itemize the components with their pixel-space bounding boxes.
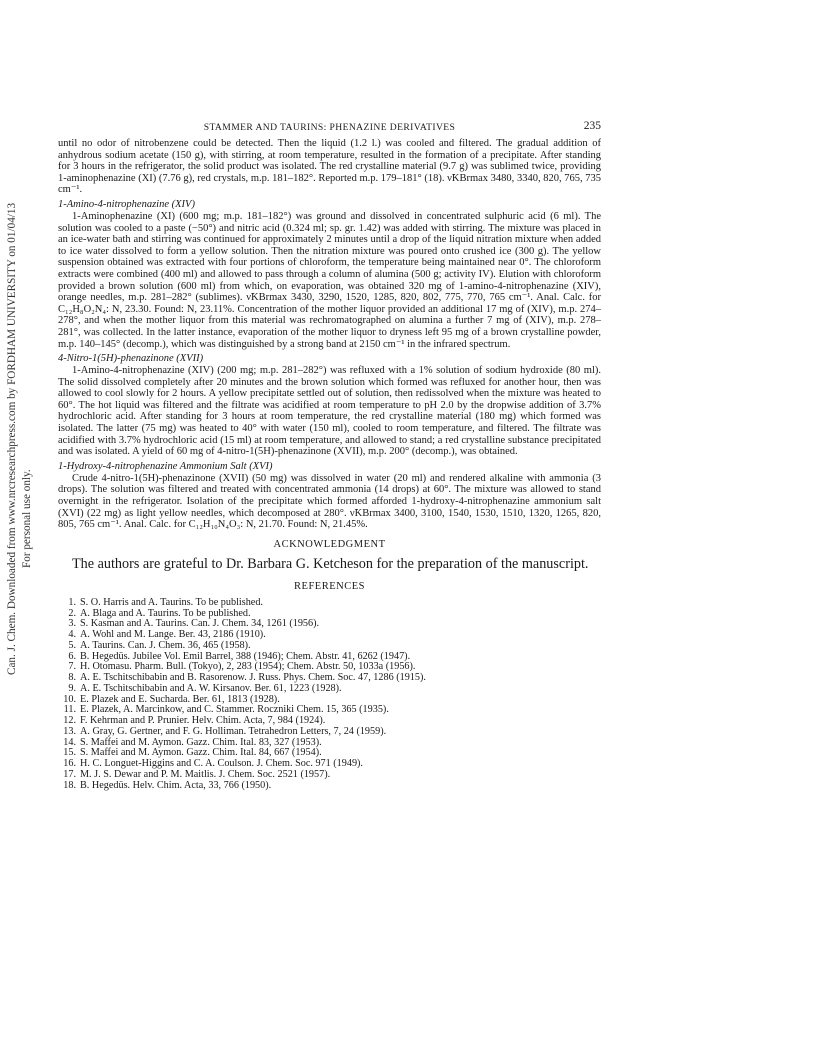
reference-number: 7. <box>68 661 76 673</box>
reference-number: 5. <box>68 639 76 651</box>
intro-paragraph: until no odor of nitrobenzene could be detected. Then the liquid (1.2 l.) was cooled and filtered. The gradual addition of anhydrous sodium acetate (150 g), with stirring, at room temperature, resulted in the formation of a precipitate. After standing for 3 hours in the refrigerator, the solid product was isolated. The red crystalline material (9.7 g) was sublimed twice, providing 1-aminophenazine (XI) (7.76 g), red crystals, m.p. 181–182°. Reported m.p. 179–181° (18). ν̃KBrmax 3480, 3340, 820, 765, 735 cm⁻¹. <box>58 138 601 196</box>
reference-text: H. Otomasu. Pharm. Bull. (Tokyo), 2, 283 (1954); Chem. Abstr. 50, 1033a (1956). <box>80 661 416 673</box>
section-text-nitrophenazinone: 1-Amino-4-nitrophenazine (XIV) (200 mg; m.p. 281–282°) was refluxed with a 1% solution of sodium hydroxide (80 ml). The solid dissolved completely after 20 minutes and the brown solution which formed was refluxed for another hour, then was allowed to cool slowly for 2 hours. A yellow precipitate settled out of solution, then redissolved when the mixture was heated to 60°. The hot liquid was filtered and the filtrate was acidified at room temperature to pH 2.0 by the dropwise addition of 3.7% hydrochloric acid. After standing for 3 hours at room temperature, the red crystalline material (180 mg) which formed was isolated. The latter (75 mg) was heated to 40° with water (150 ml), cooled to room temperature, and filtered. The filtrate was acidified with 3.7% hydrochloric acid (15 ml) at room temperature, and allowed to stand; a red crystalline substance precipitated and was isolated. A yield of 60 mg of 4-nitro-1(5H)-phenazinone (XVII), m.p. 200° (decomp.), was obtained. <box>58 365 601 458</box>
watermark-line-2: For personal use only. <box>21 469 33 568</box>
reference-number: 13. <box>63 725 76 737</box>
reference-number: 14. <box>63 736 76 748</box>
reference-text: F. Kehrman and P. Prunier. Helv. Chim. Acta, 7, 984 (1924). <box>80 715 326 727</box>
reference-number: 6. <box>68 650 76 662</box>
reference-text: A. Wohl and M. Lange. Ber. 43, 2186 (1910). <box>80 629 266 641</box>
running-head-title: STAMMER AND TAURINS: PHENAZINE DERIVATIVES <box>203 122 456 133</box>
reference-number: 1. <box>68 596 76 608</box>
reference-number: 2. <box>68 607 76 619</box>
page-number: 235 <box>583 120 601 132</box>
reference-text: A. Taurins. Can. J. Chem. 36, 465 (1958). <box>80 639 251 651</box>
reference-text: A. E. Tschitschibabin and B. Rasorenow. J. Russ. Phys. Chem. Soc. 47, 1286 (1915). <box>80 672 426 684</box>
reference-text: H. C. Longuet-Higgins and C. A. Coulson. J. Chem. Soc. 971 (1949). <box>80 758 363 770</box>
reference-text: E. Plazek and E. Sucharda. Ber. 61, 1813 (1928). <box>80 693 280 705</box>
watermark-line-1: Can. J. Chem. Downloaded from www.nrcresearchpress.com by FORDHAM UNIVERSITY on 01/04/13 <box>6 202 18 675</box>
running-head <box>58 120 601 138</box>
reference-number: 8. <box>68 672 76 684</box>
reference-text: S. Kasman and A. Taurins. Can. J. Chem. 34, 1261 (1956). <box>80 618 320 630</box>
reference-text: E. Plazek, A. Marcinkow, and C. Stammer. Roczniki Chem. 15, 365 (1935). <box>80 704 389 716</box>
reference-text: B. Hegedüs. Helv. Chim. Acta, 33, 766 (1950). <box>80 779 272 791</box>
reference-number: 17. <box>63 768 76 780</box>
reference-number: 16. <box>63 758 76 770</box>
reference-text: S. O. Harris and A. Taurins. To be published. <box>80 596 263 608</box>
section-heading-ammonium-salt: 1-Hydroxy-4-nitrophenazine Ammonium Salt (XVI) <box>58 460 273 472</box>
reference-text: M. J. S. Dewar and P. M. Maitlis. J. Chem. Soc. 2521 (1957). <box>80 768 331 780</box>
reference-number: 9. <box>68 682 76 694</box>
reference-text: B. Hegedüs. Jubilee Vol. Emil Barrel, 388 (1946); Chem. Abstr. 41, 6262 (1947). <box>80 650 411 662</box>
section-heading-aminonitrophenazine: 1-Amino-4-nitrophenazine (XIV) <box>58 198 195 210</box>
reference-number: 12. <box>63 715 76 727</box>
reference-number: 3. <box>68 618 76 630</box>
reference-text: S. Maffei and M. Aymon. Gazz. Chim. Ital. 83, 327 (1953). <box>80 736 322 748</box>
reference-number: 15. <box>63 747 76 759</box>
references-list <box>58 598 601 792</box>
reference-number: 18. <box>63 779 76 791</box>
journal-page <box>58 120 601 791</box>
reference-text: A. Blaga and A. Taurins. To be published. <box>80 607 251 619</box>
reference-number: 4. <box>68 629 76 641</box>
references-heading: REFERENCES <box>294 580 365 592</box>
reference-text: A. Gray, G. Gertner, and F. G. Holliman. Tetrahedron Letters, 7, 24 (1959). <box>80 725 387 737</box>
section-text-ammonium-salt: Crude 4-nitro-1(5H)-phenazinone (XVII) (50 mg) was dissolved in water (20 ml) and rendered alkaline with ammonia (3 drops). The solution was filtered and treated with concentrated ammonia (14 drops) at 60°. The mixture was allowed to stand overnight in the refrigerator. Isolation of the precipitate which formed afforded 1-hydroxy-4-nitrophenazine ammonium salt (XVI) (22 mg) as light yellow needles, which decomposed at 280°. ν̃KBrmax 3400, 3100, 1540, 1530, 1510, 1320, 1265, 820, 805, 765 cm⁻¹. Anal. Calc. for C₁₂H₁₀N₄O₃: N, 21.70. Found: N, 21.45%. <box>58 472 601 531</box>
section-heading-nitrophenazinone: 4-Nitro-1(5H)-phenazinone (XVII) <box>58 353 204 365</box>
section-text-aminonitrophenazine: 1-Aminophenazine (XI) (600 mg; m.p. 181–182°) was ground and dissolved in concentrated sulphuric acid (6 ml). The solution was cooled to a paste (−50°) and nitric acid (0.324 ml; sp. gr. 1.42) was added with stirring. The mixture was placed in an ice-water bath and stirring was continued for approximately 2 minutes until a drop of the liquid nitration mixture when added to ice water dissolved to form a yellow solution. Then the nitration mixture was poured onto crushed ice (300 g). The yellow suspension obtained was extracted with four portions of chloroform, the temperature being maintained near 0°. The chloroform extracts were combined (400 ml) and allowed to pass through a column of alumina (500 g; activity IV). Elution with chloroform provided a brown solution (600 ml) from which, on evaporation, was obtained 320 mg of 1-amino-4-nitrophenazine (XIV), orange needles, m.p. 281–282° (sublimes). ν̃KBrmax 3430, 3290, 1520, 1285, 820, 802, 775, 770, 765 cm⁻¹. Anal. Calc. for C₁₂H₈O₂N₄: N, 23.30. Found: N, 23.11%. Concentration of the mother liquor provided an additional 17 mg of (XIV), m.p. 274–278°, and when the mother liquor from this material was rechromatographed on alumina a further 7 mg of (XIV), m.p. 278–281°, was collected. In the latter instance, evaporation of the mother liquor to dryness left 95 mg of a brown crystalline powder, m.p. 140–145° (decomp.), which was distinguished by a strong band at 2150 cm⁻¹ in the infrared spectrum. <box>58 210 601 350</box>
acknowledgment-heading: ACKNOWLEDGMENT <box>273 538 386 550</box>
acknowledgment-text: The authors are grateful to Dr. Barbara G. Ketcheson for the preparation of the manuscript. <box>72 555 589 572</box>
reference-number: 10. <box>63 693 76 705</box>
reference-text: S. Maffei and M. Aymon. Gazz. Chim. Ital. 84, 667 (1954). <box>80 747 322 759</box>
download-watermark <box>0 202 40 1000</box>
reference-text: A. E. Tschitschibabin and A. W. Kirsanov. Ber. 61, 1223 (1928). <box>80 682 342 694</box>
reference-number: 11. <box>63 704 76 716</box>
reference-item <box>58 781 601 792</box>
